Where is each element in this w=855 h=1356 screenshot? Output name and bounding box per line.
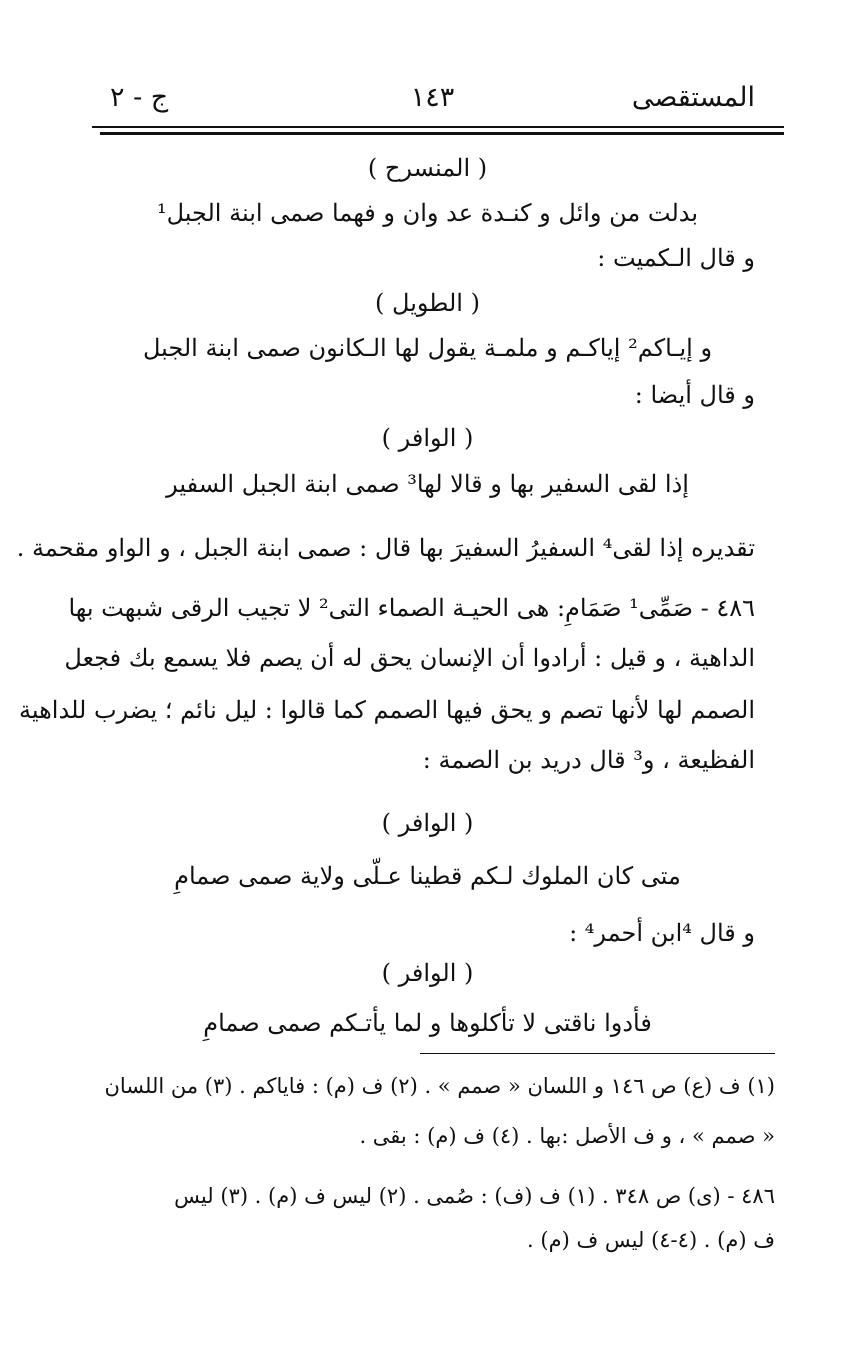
footnote-line: « صمم » ، و ف الأصل :بها . (٤) ف (م) : بقى . xyxy=(359,1124,775,1148)
prose-paragraph: تقديره إذا لقى⁴ السفيرُ السفيرَ بها قال : صمى ابنة الجبل ، و الواو مقحمة . xyxy=(16,534,755,562)
footnote-line: (١) ف (ع) ص ١٤٦ و اللسان « صمم » . (٢) ف (م) : فاياكم . (٣) من اللسان xyxy=(104,1074,775,1098)
footnote-line: ٤٨٦ - (ى) ص ٣٤٨ . (١) ف (ف) : صُمى . (٢) ليس ف (م) . (٣) ليس xyxy=(174,1184,775,1208)
book-title: المستقصى xyxy=(631,82,755,113)
verse-line: فأدوا ناقتى لا تأكلوها و لما يأتـكم صمى صمامِ xyxy=(203,1009,652,1037)
proverb-entry-line: الصمم لها لأنها تصم و يحق فيها الصمم كما قالوا : ليل نائم ؛ يضرب للداهية xyxy=(19,696,755,724)
verse-line: متى كان الملوك لـكم قطينا عـلّى ولاية صمى صمامِ xyxy=(174,862,681,890)
meter-heading: ( الوافر ) xyxy=(381,959,474,987)
meter-heading: ( الوافر ) xyxy=(381,424,474,452)
header-rule-thin xyxy=(92,126,784,128)
verse-line: إذا لقى السفير بها و قالا لها³ صمى ابنة الجبل السفير xyxy=(166,470,689,498)
verse-intro: و قال أيضا : xyxy=(634,381,755,409)
verse-intro: و قال الـكميت : xyxy=(597,244,755,272)
verse-line: بدلت من وائل و كنـدة عد وان و فهما صمى ابنة الجبل¹ xyxy=(156,199,699,227)
meter-heading: ( الطويل ) xyxy=(375,289,480,317)
running-header xyxy=(110,78,755,118)
proverb-entry-line: ٤٨٦ - صَمِّى¹ صَمَامِ: هى الحيـة الصماء التى² لا تجيب الرقى شبهت بها xyxy=(68,594,755,622)
footnote-line: ف (م) . (٤-٤) ليس ف (م) . xyxy=(527,1228,775,1252)
proverb-entry-line: الفظيعة ، و³ قال دريد بن الصمة : xyxy=(422,746,755,774)
volume-label: ج - ٢ xyxy=(110,82,169,113)
page-number: ١٤٣ xyxy=(410,82,455,113)
verse-intro: و قال ⁴ابن أحمر⁴ : xyxy=(569,919,755,947)
verse-line: و إيـاكم² إياكـم و ملمـة يقول لها الـكانون صمى ابنة الجبل xyxy=(142,334,713,362)
meter-heading: ( الوافر ) xyxy=(381,809,474,837)
meter-heading: ( المنسرح ) xyxy=(367,154,488,182)
footnote-separator xyxy=(420,1053,775,1054)
proverb-entry-line: الداهية ، و قيل : أرادوا أن الإنسان يحق له أن يصم فلا يسمع بك فجعل xyxy=(64,644,755,672)
header-rule-thick xyxy=(100,132,784,135)
